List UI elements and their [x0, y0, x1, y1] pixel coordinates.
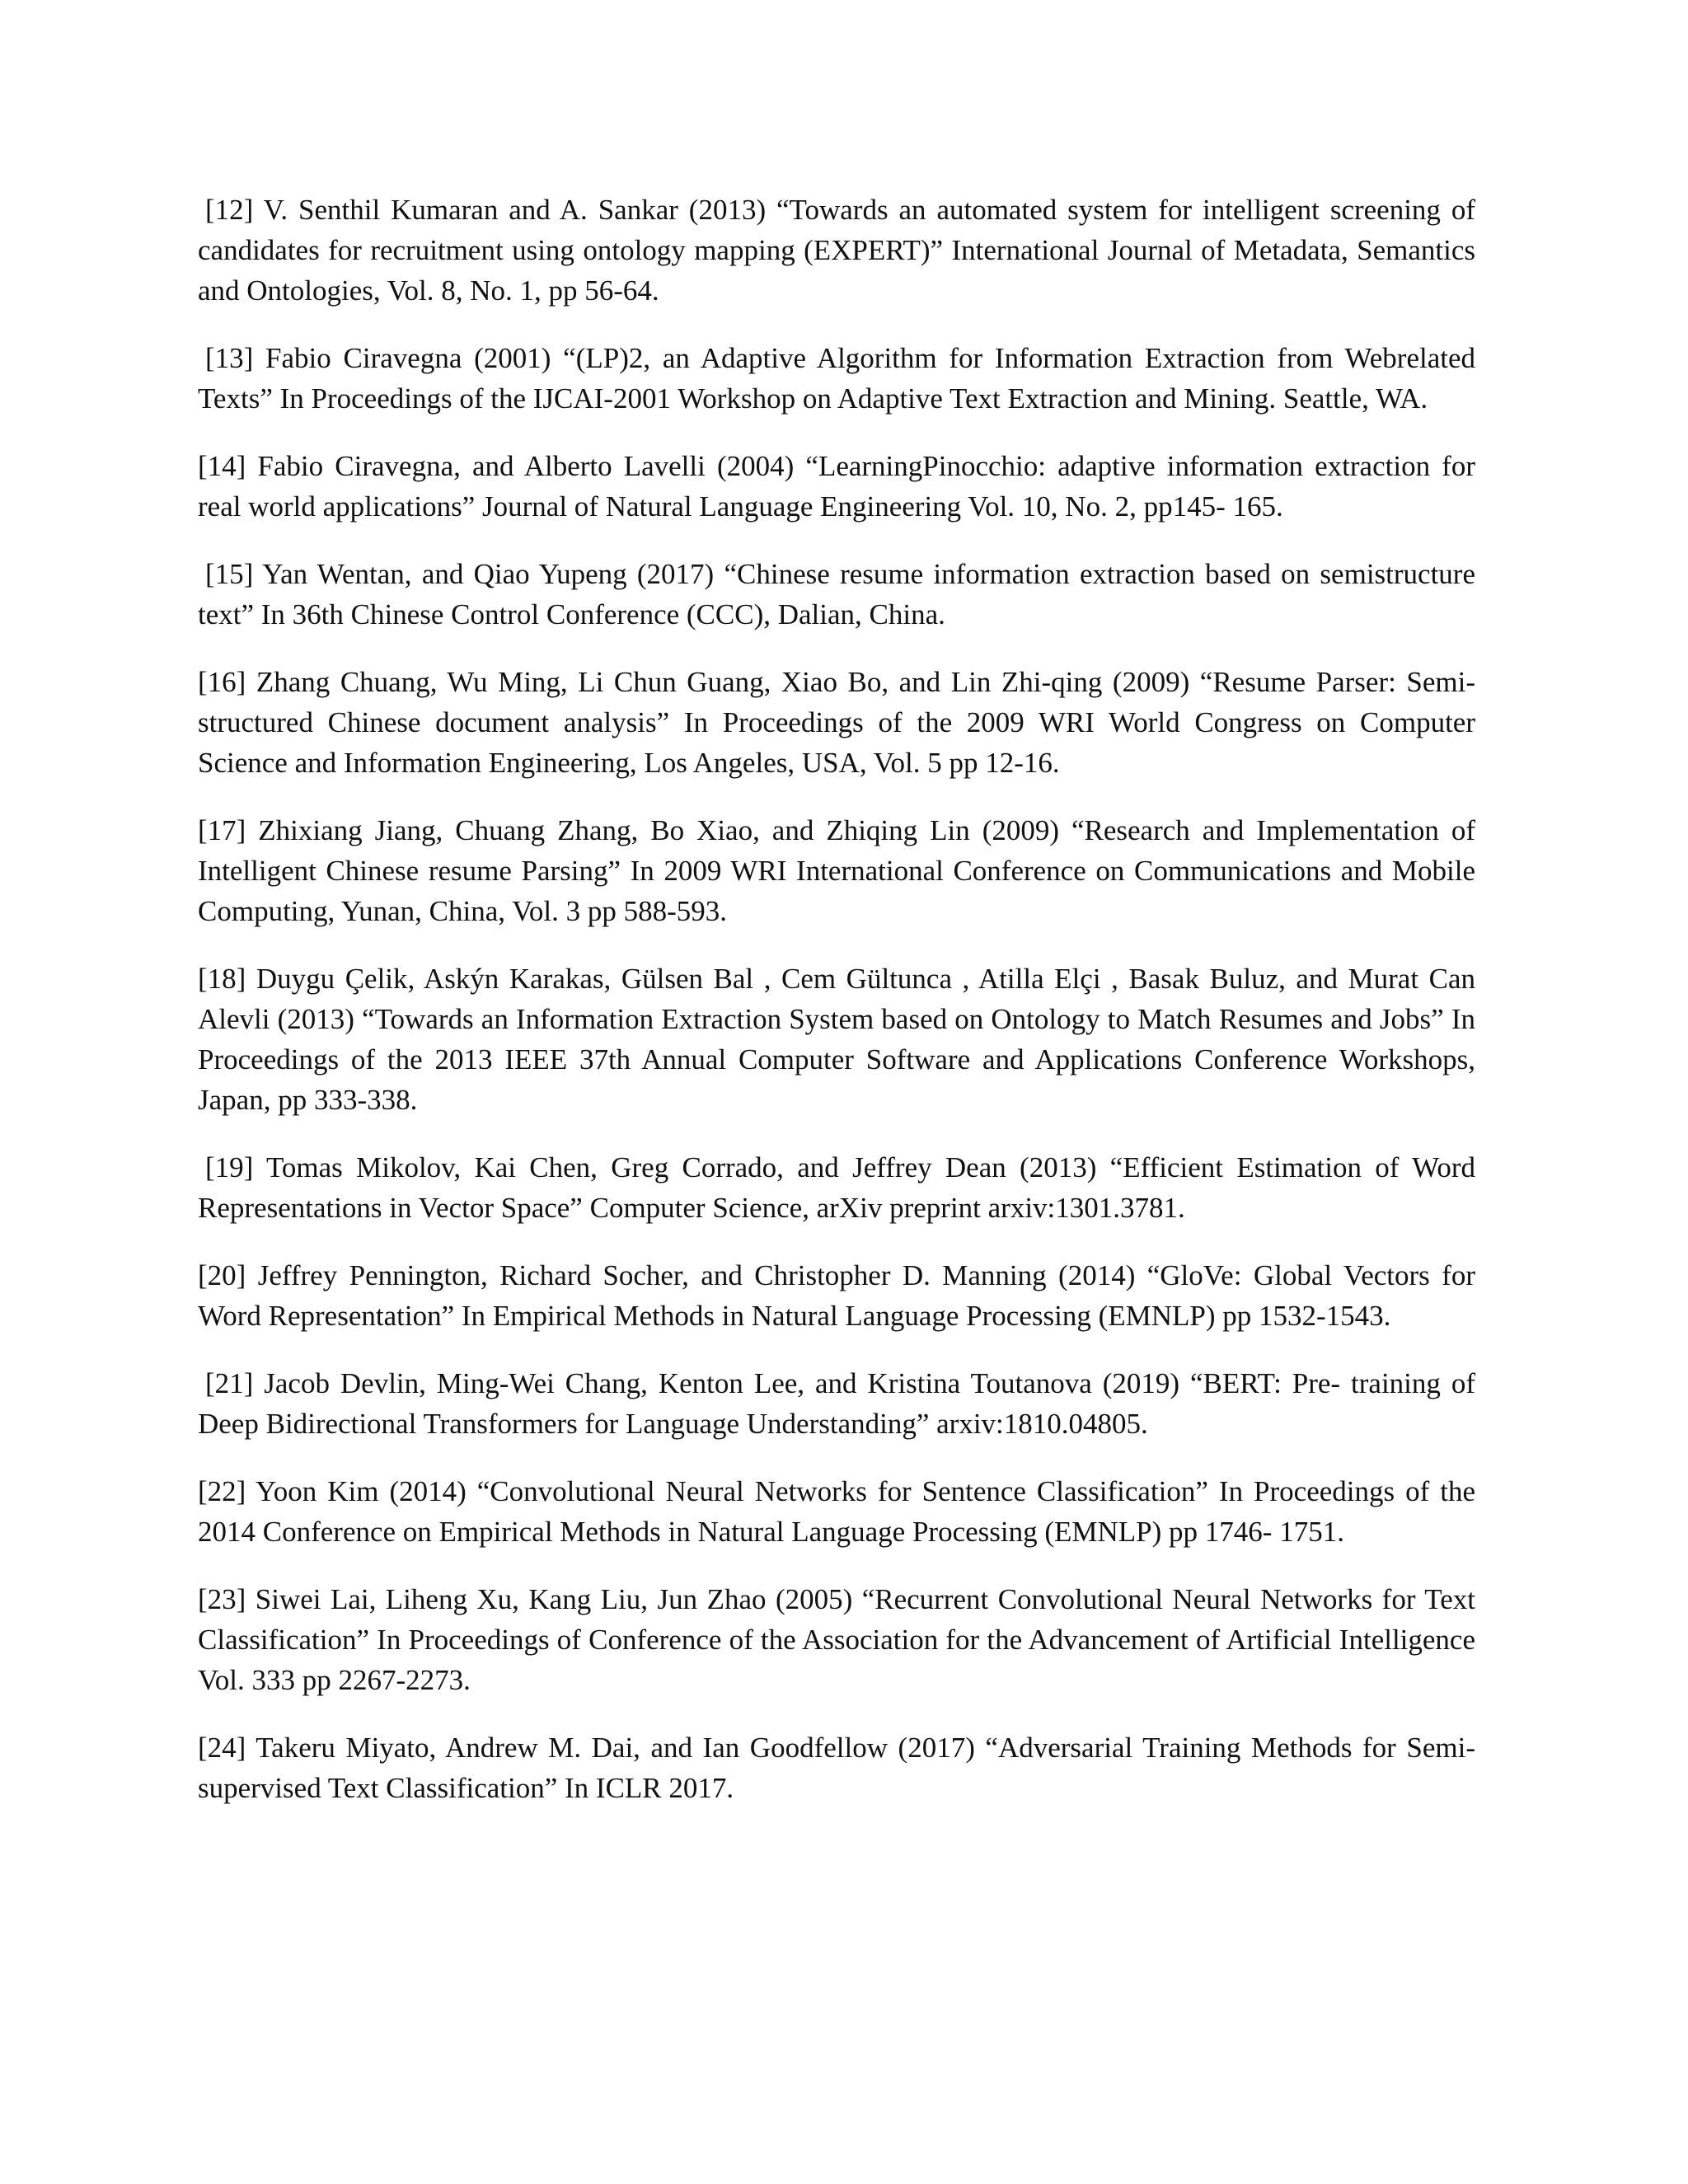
reference-24: [24] Takeru Miyato, Andrew M. Dai, and Ian Goodfellow (2017) “Adversarial Training Methods for Semi-supervised Text Classification” In ICLR 2017. — [198, 1732, 1475, 1804]
reference-22: [22] Yoon Kim (2014) “Convolutional Neural Networks for Sentence Classification” In Proceedings of the 2014 Conference on Empirical Methods in Natural Language Processing (EMNLP) pp 1746- 1751. — [198, 1475, 1475, 1548]
reference-20: [20] Jeffrey Pennington, Richard Socher, and Christopher D. Manning (2014) “GloVe: Global Vectors for Word Representation” In Empirical Methods in Natural Language Processing (EMNLP) pp 1532-1543. — [198, 1259, 1475, 1332]
reference-17: [17] Zhixiang Jiang, Chuang Zhang, Bo Xiao, and Zhiqing Lin (2009) “Research and Implementation of Intelligent Chinese resume Parsing” In 2009 WRI International Conference on Communications and Mobile Computing, Yunan, China, Vol. 3 pp 588-593. — [198, 814, 1475, 927]
reference-list — [198, 190, 1475, 1835]
reference-18: [18] Duygu Çelik, Askýn Karakas, Gülsen Bal , Cem Gültunca , Atilla Elçi , Basak Buluz, and Murat Can Alevli (2013) “Towards an Information Extraction System based on Ontology to Match Resumes and Jobs” In Proceedings of the 2013 IEEE 37th Annual Computer Software and Applications Conference Workshops, Japan, pp 333-338. — [198, 963, 1475, 1116]
reference-21: [21] Jacob Devlin, Ming-Wei Chang, Kenton Lee, and Kristina Toutanova (2019) “BERT: Pre- training of Deep Bidirectional Transformers for Language Understanding” arxiv:1810.04805. — [198, 1367, 1475, 1440]
reference-23: [23] Siwei Lai, Liheng Xu, Kang Liu, Jun Zhao (2005) “Recurrent Convolutional Neural Networks for Text Classification” In Proceedings of Conference of the Association for the Advancement of Artificial Intelligence Vol. 333 pp 2267-2273. — [198, 1583, 1475, 1696]
reference-19: [19] Tomas Mikolov, Kai Chen, Greg Corrado, and Jeffrey Dean (2013) “Efficient Estimation of Word Representations in Vector Space” Computer Science, arXiv preprint arxiv:1301.3781. — [198, 1151, 1475, 1224]
reference-16: [16] Zhang Chuang, Wu Ming, Li Chun Guang, Xiao Bo, and Lin Zhi-qing (2009) “Resume Parser: Semi-structured Chinese document analysis” In Proceedings of the 2009 WRI World Congress on Computer Science and Information Engineering, Los Angeles, USA, Vol. 5 pp 12-16. — [198, 666, 1475, 779]
reference-14: [14] Fabio Ciravegna, and Alberto Lavelli (2004) “LearningPinocchio: adaptive information extraction for real world applications” Journal of Natural Language Engineering Vol. 10, No. 2, pp145- 165. — [198, 450, 1475, 523]
reference-12: [12] V. Senthil Kumaran and A. Sankar (2013) “Towards an automated system for intelligent screening of candidates for recruitment using ontology mapping (EXPERT)” International Journal of Metadata, Semantics and Ontologies, Vol. 8, No. 1, pp 56-64. — [198, 194, 1475, 307]
reference-13: [13] Fabio Ciravegna (2001) “(LP)2, an Adaptive Algorithm for Information Extraction from Webrelated Texts” In Proceedings of the IJCAI-2001 Workshop on Adaptive Text Extraction and Mining. Seattle, WA. — [198, 342, 1475, 415]
reference-15: [15] Yan Wentan, and Qiao Yupeng (2017) “Chinese resume information extraction based on semistructure text” In 36th Chinese Control Conference (CCC), Dalian, China. — [198, 558, 1475, 630]
